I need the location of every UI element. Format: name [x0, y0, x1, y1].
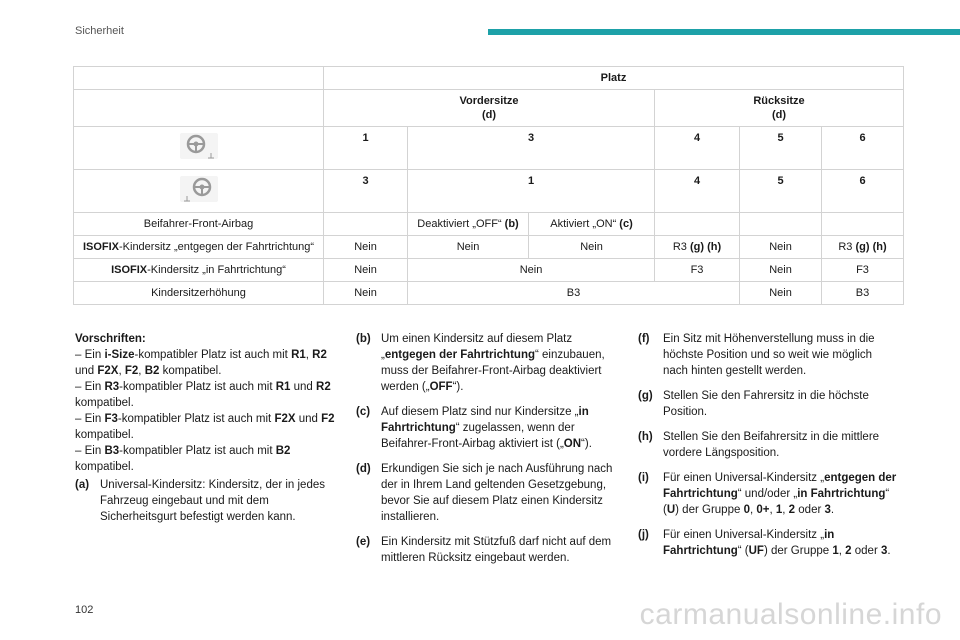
definition-d: (d) Erkundigen Sie sich je nach Ausführung nach der in Ihrem Land geltenden Gesetzgebung, bevor Sie auf diesem Platz einen Kindersitz installieren. — [356, 463, 613, 523]
header-ruecksitze: Rücksitze (d) — [655, 90, 904, 127]
definition-e: (e) Ein Kindersitz mit Stützfuß darf nicht auf dem mittleren Rücksitz eingebaut werden. — [356, 536, 612, 564]
table-row: ISOFIX-Kindersitz „in Fahrtrichtung“ Nein Nein F3 Nein F3 — [74, 259, 904, 282]
airbag-off: Deaktiviert „OFF“ (b) — [408, 213, 529, 236]
note-b3: – Ein B3-kompatibler Platz ist auch mit B2 kompatibel. — [75, 445, 291, 473]
header-accent-bar — [488, 29, 960, 35]
notes-column-2 — [356, 331, 616, 575]
definition-j: (j) Für einen Universal-Kindersitz „in Fahrtrichtung“ (UF) der Gruppe 1, 2 oder 3. — [638, 529, 891, 557]
table-row: 1 3 4 5 6 — [74, 127, 904, 170]
table-row — [74, 213, 904, 236]
notes-title: Vorschriften: — [75, 333, 146, 345]
definition-b: (b) Um einen Kindersitz auf diesem Platz „entgegen der Fahrtrichtung“ einzubauen, muss der Beifahrer-Front-Airbag deaktiviert werden („OFF“). — [356, 333, 605, 393]
note-f3: – Ein F3-kompatibler Platz ist auch mit F2X und F2 kompatibel. — [75, 413, 335, 441]
note-isize: – Ein i-Size-kompatibler Platz ist auch mit R1, R2 und F2X, F2, B2 kompatibel. — [75, 349, 327, 377]
table-row — [74, 67, 904, 90]
definition-c: (c) Auf diesem Platz sind nur Kindersitze „in Fahrtrichtung“ zugelassen, wenn der Beifahrer-Front-Airbag aktiviert ist („ON“). — [356, 406, 592, 450]
booster-label: Kindersitzerhöhung — [74, 282, 324, 305]
isofix-fwd-label: ISOFIX-Kindersitz „in Fahrtrichtung“ — [74, 259, 324, 282]
definition-f: (f) Ein Sitz mit Höhenverstellung muss in die höchste Position und so weit wie möglich nach hinten gestellt werden. — [638, 333, 875, 377]
table-row: Kindersitzerhöhung Nein B3 Nein B3 — [74, 282, 904, 305]
table-row: 3 1 4 5 6 — [74, 170, 904, 213]
child-seat-table — [73, 66, 904, 305]
table-row — [74, 90, 904, 127]
header-platz: Platz — [324, 67, 904, 90]
header-vordersitze: Vordersitze (d) — [324, 90, 655, 127]
notes-column-1 — [75, 331, 335, 534]
lhd-steering-icon — [74, 127, 324, 170]
airbag-on: Aktiviert „ON“ (c) — [529, 213, 655, 236]
definition-a: (a) Universal-Kindersitz: Kindersitz, der in jedes Fahrzeug eingebaut und mit dem Sicherheitsgurt befestigt werden kann. — [75, 479, 325, 523]
section-title: Sicherheit — [75, 25, 124, 37]
note-r3: – Ein R3-kompatibler Platz ist auch mit R1 und R2 kompatibel. — [75, 381, 331, 409]
isofix-rev-label: ISOFIX-Kindersitz „entgegen der Fahrtrichtung“ — [74, 236, 324, 259]
notes-column-3 — [638, 331, 900, 568]
table-row: ISOFIX-Kindersitz „entgegen der Fahrtrichtung“ Nein Nein Nein R3 (g) (h) Nein R3 (g) (h) — [74, 236, 904, 259]
definition-h: (h) Stellen Sie den Beifahrersitz in die mittlere vordere Längsposition. — [638, 431, 880, 459]
page-number: 102 — [75, 604, 94, 616]
definition-g: (g) Stellen Sie den Fahrersitz in die höchste Position. — [638, 390, 869, 418]
airbag-label: Beifahrer-Front-Airbag — [74, 213, 324, 236]
watermark: carmanualsonline.info — [639, 598, 942, 631]
rhd-steering-icon — [74, 170, 324, 213]
definition-i: (i) Für einen Universal-Kindersitz „entgegen der Fahrtrichtung“ und/oder „in Fahrtrichtung“ (U) der Gruppe 0, 0+, 1, 2 oder 3. — [638, 472, 897, 516]
